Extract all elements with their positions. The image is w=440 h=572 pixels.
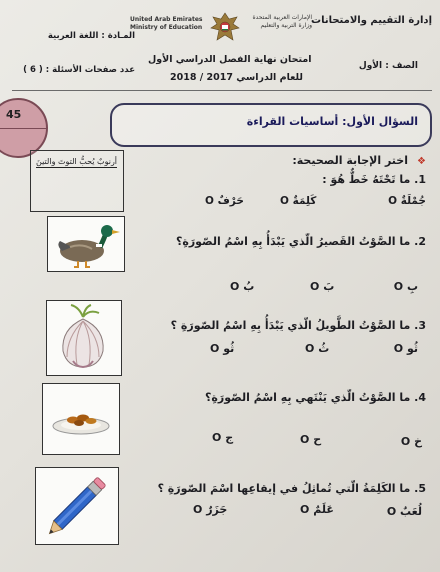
q3-option-2[interactable]: ثُ O [305,342,330,355]
q5-option-1[interactable]: لُعَبٌ O [386,505,422,518]
question-3-text: 3. ما الصَّوْتُ الطَّويلُ الّذي يَبْدَأُ بِهِ اسْمُ الصّورَةِ ؟ [170,319,426,332]
exam-title: امتحان نهاية الفصل الدراسي الأول [148,54,312,65]
q3-option-1[interactable]: ثُو O [393,342,418,355]
academic-year: للعام الدراسي 2017 / 2018 [170,72,303,83]
bullet-icon: ❖ [417,156,426,167]
pencil-icon [36,468,118,544]
question-5-text: 5. ما الكَلِمَةُ الّتي تُماثِلُ في إيقاعِها اسْمَ الصّورَةِ ؟ [157,482,426,495]
question-2-text: 2. ما الصَّوْتُ القَصيرُ الّذي يَبْدَأُ بِهِ اسْمُ الصّورَةِ؟ [175,235,426,248]
question-4-text: 4. ما الصَّوْتُ الّذي يَنْتَهي بِهِ اسْمُ الصّورَةِ؟ [205,391,426,404]
question-1-text: 1. ما تَحْتَهُ خَطٌّ هُوَ : [322,173,426,186]
dates-plate-icon [43,384,119,454]
score-circle [0,98,48,158]
q1-option-2[interactable]: كَلِمَةٌ O [280,195,317,207]
duck-icon [48,217,124,271]
pages-count-label: عدد صفحات الأسئلة : ( 6 ) [23,65,135,75]
header-divider [12,90,432,91]
q3-option-3[interactable]: ثُو O [210,342,235,355]
pencil-image-box [35,467,119,545]
ministry-ar-label: الإمارات العربية المتحدة وزارة التربية والتعليم [252,14,312,29]
q4-option-3[interactable]: ج O [212,431,234,444]
q2-option-2[interactable]: بَ O [310,280,335,293]
q2-option-1[interactable]: بِ O [393,280,418,293]
score-value: 45 [6,108,22,121]
q5-option-3[interactable]: جَزَرٌ O [193,503,228,516]
garlic-icon [47,301,121,375]
q2-option-3[interactable]: بُ O [230,280,255,293]
section-title: السؤال الأول: أساسيات القراءة [246,115,418,128]
ministry-en-label: United Arab Emirates Ministry of Education [130,16,203,31]
uae-emblem-icon [207,10,243,44]
duck-image-box [47,216,125,272]
q4-option-1[interactable]: خ O [400,435,422,448]
q1-option-3[interactable]: حَرْفٌ O [205,195,244,207]
instruction-text: اختر الإجابة الصحيحة: [292,154,408,167]
garlic-image-box [46,300,122,376]
subject-label: المـادة : اللغة العربية [47,31,135,41]
grade-label: الصف : الأول [358,61,418,71]
department-label: إدارة التقييم والامتحانات [311,15,432,26]
q4-option-2[interactable]: ح O [300,433,322,446]
q1-option-1[interactable]: جُمْلَةٌ O [388,195,426,207]
q5-option-2[interactable]: عَلَمٌ O [300,503,334,516]
dates-image-box [42,383,120,455]
passage-title: أرنوبٌ يُحبُّ التوتَ والتينَ [36,157,118,166]
